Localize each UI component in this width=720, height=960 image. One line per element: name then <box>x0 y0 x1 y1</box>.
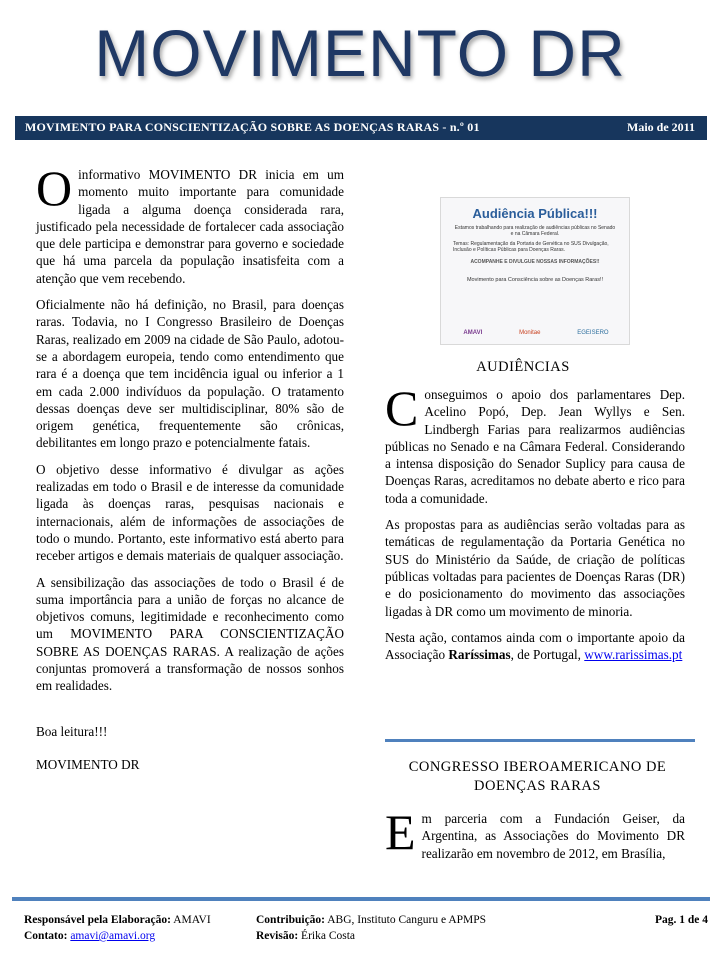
poster-temas: Temas: Regulamentação da Portaria de Genética no SUS Divulgação, Inclusão e Políticas Públicas para Doenças Raras. <box>453 241 609 253</box>
revisao-label: Revisão: <box>256 930 299 942</box>
intro-paragraph <box>36 160 344 287</box>
congresso-heading <box>385 758 690 796</box>
objective-paragraph: O objetivo desse informativo é divulgar as ações realizadas em todo o Brasil e de interesse da comunidade ligada às doenças raras, pesquisas nacionais e internacionais, além de informações de associações de todo o mundo. Portanto, este informativo está aberto para receber artigos e demais materiais de qualquer associação. <box>36 461 344 564</box>
banner-subtitle: MOVIMENTO PARA CONSCIENTIZAÇÃO SOBRE AS DOENÇAS RARAS - n.º 01 <box>25 120 480 134</box>
contato-label: Contato: <box>24 930 68 942</box>
poster-subtitle: Estamos trabalhando para realização de audiências públicas no Senado e na Câmara Federal. <box>454 225 616 237</box>
responsavel-value: AMAVI <box>173 914 211 926</box>
section-divider <box>385 739 695 742</box>
audiencias-section <box>385 380 685 672</box>
definition-paragraph: Oficialmente não há definição, no Brasil, para doenças raras. Todavia, no I Congresso Brasileiro de Doenças Raras, realizado em 2009 na cidade de São Paulo, adotou-se a abordagem europeia, tendo como entendimento que rara é a doença que tem incidência igual ou inferior a 1 em cada 2.000 indivíduos da população. O tratamento dessas doenças deve ser multidisciplinar, 80% são de origem genética, frequentemente são crônicas, debilitantes em longo prazo e potencialmente fatais. <box>36 297 344 451</box>
closing-text: Boa leitura!!! <box>36 723 108 739</box>
audiencias-text-3c: , de Portugal, <box>510 647 581 663</box>
audiencias-paragraph-2: As propostas para as audiências serão voltadas para as temáticas de regulamentação da Portaria Genética no SUS do Ministério da Saúde, de criação de políticas públicas voltadas para pacientes de Doenças Raras (DR) e do posicionamento do movimento das associações ligadas à DR como um movimento de minoria. <box>385 517 685 619</box>
congresso-section <box>385 804 685 871</box>
contribuicao-label: Contribuição: <box>256 914 325 926</box>
audiencias-paragraph-1 <box>385 380 685 507</box>
masthead-title: MOVIMENTO DR <box>94 16 626 90</box>
revisao-value: Érika Costa <box>301 930 356 942</box>
footer-left <box>24 912 211 944</box>
poster-logos <box>445 330 627 336</box>
banner-date: Maio de 2011 <box>627 120 695 134</box>
footer-divider <box>12 897 710 901</box>
congresso-paragraph <box>385 804 685 862</box>
congresso-heading-line-2: DOENÇAS RARAS <box>474 778 601 794</box>
egeisero-logo: EGEISERO <box>577 330 609 336</box>
page-number: Pag. 1 de 4 <box>654 914 708 926</box>
audiencias-text-3a: Nesta ação, contamos ainda com o importante apoio da Associação <box>385 629 685 663</box>
monitae-logo: Monitae <box>519 330 541 336</box>
issue-banner <box>15 116 707 140</box>
rarissimas-name: Raríssimas <box>448 647 511 663</box>
rarissimas-link[interactable]: www.rarissimas.pt <box>584 647 683 663</box>
intro-text: informativo MOVIMENTO DR inicia em um momento muito importante para comunidade ligada a alguma doença considerada rara, justificado pela necessidade de fortalecer cada associação que dele participa e demonstrar para governo e sociedade que há uma parcela da população insatisfeita com a atenção que vem recebendo. <box>36 167 344 286</box>
audiencias-heading: AUDIÊNCIAS <box>476 359 570 375</box>
poster-title: Audiência Pública!!! <box>472 206 598 221</box>
poster-footer: Movimento para Consciência sobre as Doenças Raras!! <box>466 277 604 283</box>
contato-email-link[interactable]: amavi@amavi.org <box>70 930 156 942</box>
amavi-logo: AMAVI <box>463 330 483 336</box>
drop-cap: E <box>385 804 416 860</box>
drop-cap: C <box>385 380 419 436</box>
signature-text: MOVIMENTO DR <box>36 756 140 772</box>
audiencias-text-1: onseguimos o apoio dos parlamentares Dep. Acelino Popó, Dep. Jean Wyllys e Sen. Lindbergh Farias para realizarmos audiências públicas no Senado e na Câmara Federal. Considerando a intensa disposição do Senador Suplicy para causa de Doenças Raras, acreditamos no debate aberto e rico para toda a comunidade. <box>385 387 685 506</box>
awareness-paragraph: A sensibilização das associações de todo o Brasil é de suma importância para a união de forças no alcance de objetivos comuns, legitimidade e reconhecimento como um MOVIMENTO PARA CONSCIENTIZAÇÃO SOBRE AS DOENÇAS RARAS. A realização de ações conjuntas promoverá a transformação de nossos sonhos em realidades. <box>36 574 344 694</box>
audiencia-publica-poster <box>440 197 630 345</box>
poster-call: ACOMPANHE E DIVULGUE NOSSAS INFORMAÇÕES!! <box>470 259 600 265</box>
congresso-heading-line-1: CONGRESSO IBEROAMERICANO DE <box>408 759 667 775</box>
drop-cap: O <box>36 160 73 216</box>
congresso-text: m parceria com a Fundación Geiser, da Argentina, as Associações do Movimento DR realizarão em novembro de 2012, em Brasília, <box>421 811 685 861</box>
responsavel-label: Responsável pela Elaboração: <box>24 914 171 926</box>
footer-middle <box>256 912 486 944</box>
audiencias-paragraph-3 <box>385 629 685 664</box>
contribuicao-value: ABG, Instituto Canguru e APMPS <box>327 914 487 926</box>
left-column <box>36 160 344 782</box>
